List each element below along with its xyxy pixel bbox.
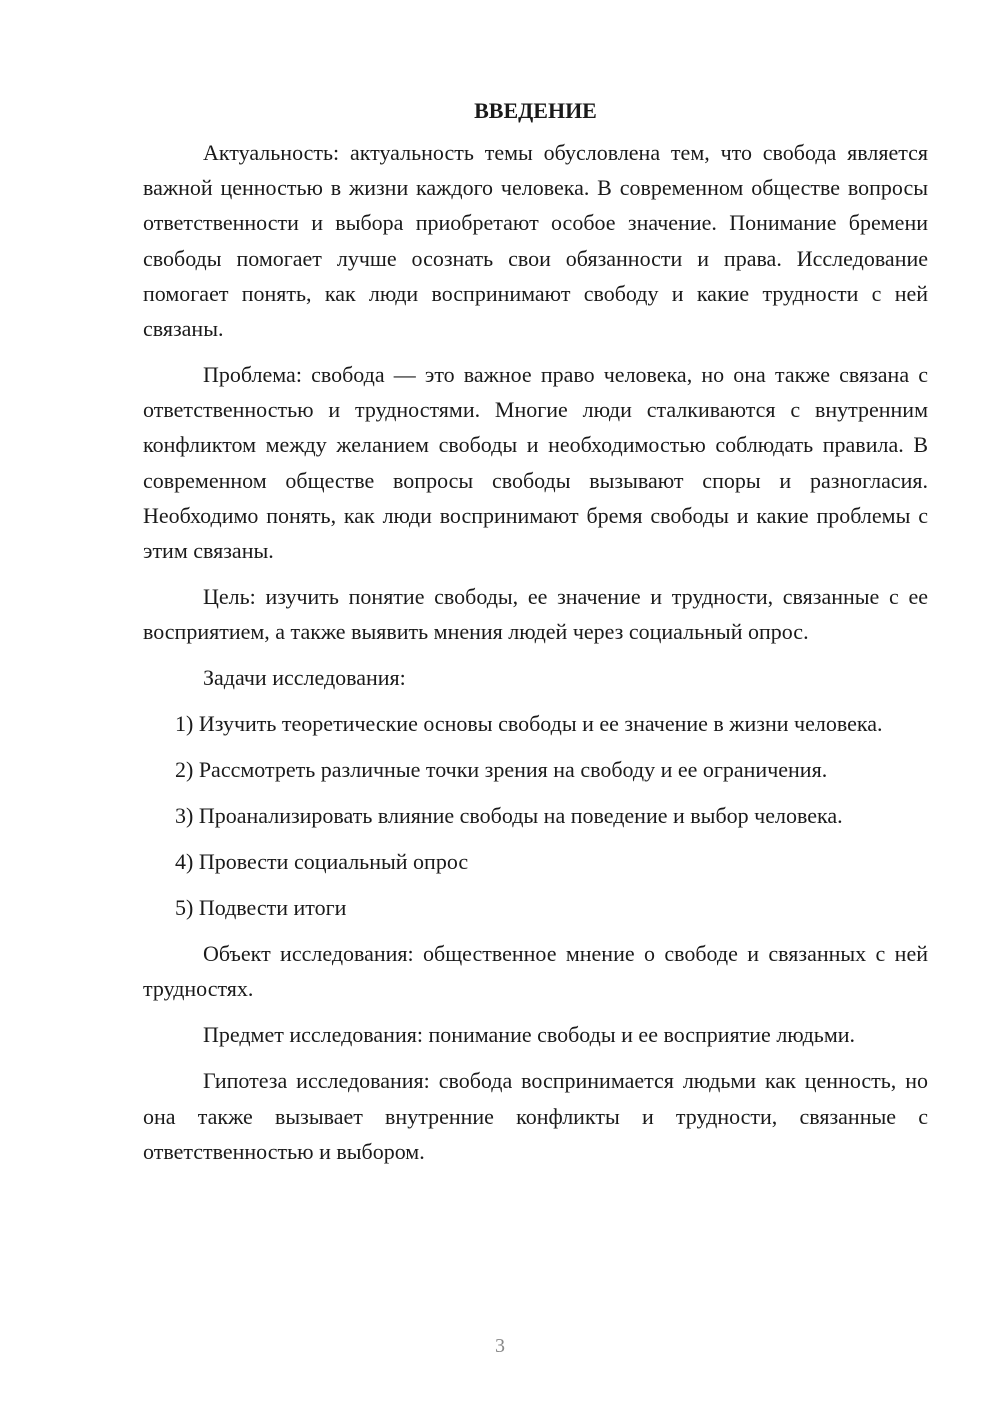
list-item: 2) Рассмотреть различные точки зрения на свободу и ее ограничения. — [175, 757, 828, 783]
list-item: 5) Подвести итоги — [175, 895, 347, 921]
document-page — [143, 95, 928, 1180]
tasks-heading: Задачи исследования: — [203, 665, 406, 691]
goal-paragraph: Цель: изучить понятие свободы, ее значение и трудности, связанные с ее восприятием, а также выявить мнения людей через социальный опрос. — [143, 584, 928, 645]
relevance-paragraph: Актуальность: актуальность темы обусловлена тем, что свобода является важной ценностью в жизни каждого человека. В современном обществе вопросы ответственности и выбора приобретают особое значение. Понимание бремени свободы помогает лучше осознать свои обязанности и права. Исследование помогает понять, как люди воспринимают свободу и какие трудности с ней связаны. — [143, 140, 928, 342]
problem-paragraph: Проблема: свобода — это важное право человека, но она также связана с ответственностью и трудностями. Многие люди сталкиваются с внутренним конфликтом между желанием свободы и необходимостью соблюдать правила. В современном обществе вопросы свободы вызывают споры и разногласия. Необходимо понять, как люди воспринимают бремя свободы и какие проблемы с этим связаны. — [143, 362, 928, 564]
tasks-list — [143, 706, 928, 925]
page-number: 3 — [495, 1335, 505, 1357]
list-item: 4) Провести социальный опрос — [175, 849, 469, 875]
list-item: 1) Изучить теоретические основы свободы и ее значение в жизни человека. — [175, 711, 883, 737]
list-item: 3) Проанализировать влияние свободы на поведение и выбор человека. — [175, 803, 843, 829]
object-paragraph: Объект исследования: общественное мнение о свободе и связанных с ней трудностях. — [143, 941, 928, 1002]
hypothesis-paragraph: Гипотеза исследования: свобода воспринимается людьми как ценность, но она также вызывает внутренние конфликты и трудности, связанные с ответственностью и выбором. — [143, 1068, 928, 1164]
document-title: ВВЕДЕНИЕ — [474, 98, 597, 123]
subject-paragraph: Предмет исследования: понимание свободы и ее восприятие людьми. — [203, 1022, 856, 1048]
